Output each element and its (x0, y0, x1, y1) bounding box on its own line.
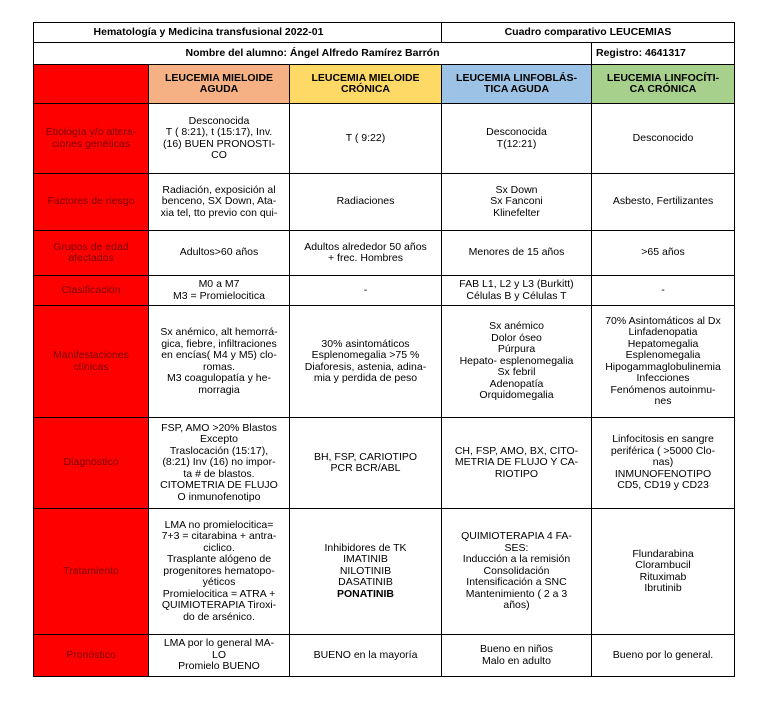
cell-line: T ( 8:21), t (15:17), Inv. (165, 126, 273, 138)
cell-line: romas. (202, 360, 236, 373)
cell-line: Células B y Células T (466, 289, 567, 302)
cell-line: progenitores hematopo- (163, 564, 275, 577)
cell-clasificacion-cll (592, 276, 735, 306)
cell-line: CH, FSP, AMO, BX, CITO- (454, 444, 579, 457)
row-label-line: ciones genéticas (51, 137, 131, 150)
col-header-aml-line: LEUCEMIA MIELOIDE (164, 71, 274, 84)
cell-line: Adultos alrededor 50 años (304, 240, 427, 253)
row-factores (34, 174, 735, 231)
cell-line: (16) BUEN PRONOSTI- (162, 137, 275, 150)
row-label-manifestaciones (34, 306, 149, 418)
cell-line: gica, fiebre, infiltraciones (161, 337, 277, 350)
cell-line: O inmunofenotipo (177, 490, 261, 503)
cell-line: do de arsénico. (183, 610, 255, 623)
cell-line: DASATINIB (338, 576, 393, 589)
row-label-line: Tratamiento (63, 564, 119, 577)
cell-line: 30% asintomáticos (321, 337, 410, 350)
cell-manifestaciones-cll (592, 306, 735, 418)
cell-factores-aml (149, 174, 290, 231)
cell-diagnostico-all (442, 418, 592, 509)
corner-cell (34, 65, 149, 104)
cell-line: Promielocitica = ATRA + (162, 587, 276, 600)
cell-line: Excepto (200, 433, 238, 446)
cell-line: Hepato- esplenomegalia (459, 354, 574, 367)
cell-line: Linfocitosis en sangre (612, 433, 714, 446)
registro: Registro: 4641317 (592, 43, 735, 65)
cell-factores-all (442, 174, 592, 231)
cell-line: Radiaciones (336, 195, 395, 208)
cell-line: FSP, AMO >20% Blastos (161, 421, 277, 434)
cell-line: Hepatomegalia (627, 337, 699, 350)
row-label-line: Diagnóstico (63, 456, 119, 469)
cell-line: morragia (198, 383, 240, 396)
cell-line: Púrpura (497, 343, 536, 356)
cell-line: Orquidomegalia (479, 389, 554, 402)
cell-line: Radiación, exposición al (162, 183, 276, 196)
cell-line: Trasplante alógeno de (166, 553, 272, 566)
cell-diagnostico-aml (149, 418, 290, 509)
cell-line: yéticos (202, 576, 236, 589)
col-header-all-line: LEUCEMIA LINFOBLÁS- (456, 71, 577, 84)
cell-edad-aml (149, 231, 290, 276)
row-label-tratamiento (34, 509, 149, 635)
cell-line: Asbesto, Fertilizantes (612, 195, 714, 208)
cell-pronostico-cml (290, 635, 442, 677)
cell-line: Fenómenos autoinmu- (610, 383, 716, 396)
row-label-line: afectados (68, 252, 114, 264)
cell-clasificacion-aml (149, 276, 290, 306)
cell-line: Bueno por lo general. (612, 648, 714, 661)
cell-line: Desconocida (188, 114, 250, 127)
cell-line: FAB L1, L2 y L3 (Burkitt) (459, 278, 574, 290)
cell-line: CD5, CD19 y CD23 (617, 479, 709, 492)
cell-line: Rituximab (639, 570, 687, 583)
cell-line: Mantenimiento ( 2 a 3 (465, 587, 568, 600)
cell-line: ta # de blastos. (183, 467, 255, 480)
col-header-cll-line: LEUCEMIA LINFOCÍTI- (606, 71, 720, 84)
cell-line: BH, FSP, CARIOTIPO (313, 450, 418, 463)
cell-line: - (661, 283, 665, 296)
cell-line: años) (503, 599, 530, 612)
cell-diagnostico-cll (592, 418, 735, 509)
cell-line: Adenopatía (489, 377, 544, 390)
cell-factores-cll (592, 174, 735, 231)
cell-line: Intensificación a SNC (466, 576, 567, 589)
cell-edad-cll (592, 231, 735, 276)
cell-etiologia-cml (290, 104, 442, 174)
col-header-cml-line: CRÓNICA (341, 83, 390, 95)
cell-line: Sx febril (497, 366, 536, 379)
cell-line: Sx anémico, alt hemorrá- (160, 326, 278, 338)
cell-manifestaciones-all (442, 306, 592, 418)
cell-line: IMATINIB (343, 553, 388, 566)
cell-line: Desconocido (632, 131, 694, 144)
cell-line: BUENO en la mayoría (313, 648, 418, 661)
cell-diagnostico-cml (290, 418, 442, 509)
row-label-line: Clasificación (61, 283, 121, 296)
cell-line: Infecciones (636, 372, 690, 384)
row-label-factores (34, 174, 149, 231)
cell-factores-cml (290, 174, 442, 231)
cell-line: Adultos>60 años (179, 246, 259, 259)
row-label-edad (34, 231, 149, 276)
row-label-line: Etiología y/o altera- (45, 126, 137, 138)
cell-manifestaciones-cml (290, 306, 442, 418)
student-row (34, 43, 735, 65)
row-manifestaciones (34, 306, 735, 418)
cell-line: xia tel, tto previo con qui- (160, 206, 278, 219)
cell-pronostico-cll (592, 635, 735, 677)
cell-line: Hipogammaglobulinemia (605, 360, 721, 373)
course-title: Hematología y Medicina transfusional 2022-01 (34, 23, 442, 43)
row-label-line: clínicas (73, 360, 109, 373)
cell-line: QUIMIOTERAPIA Tiroxi- (161, 599, 277, 612)
row-label-pronostico (34, 635, 149, 677)
cell-tratamiento-all (442, 509, 592, 635)
cell-line: Consolidación (483, 564, 550, 577)
cell-line: M0 a M7 (198, 278, 240, 290)
cell-line: M3 coagulopatía y he- (167, 372, 271, 384)
cell-line-bold: PONATINIB (337, 587, 394, 600)
cell-line: >65 años (641, 246, 685, 259)
cell-line: Traslocación (15:17), (169, 444, 269, 457)
cell-line: mia y perdida de peso (313, 372, 418, 384)
cell-line: Klinefelter (493, 206, 540, 219)
cell-edad-cml (290, 231, 442, 276)
cell-line: Desconocida (486, 126, 547, 138)
cell-line: LMA no promielocitica= (164, 518, 274, 531)
row-etiologia (34, 104, 735, 174)
cell-line: - (363, 283, 368, 296)
cell-line: SES: (504, 541, 529, 554)
cell-line: PCR BCR/ABL (330, 462, 401, 474)
cell-line: ciclico. (203, 541, 235, 554)
row-clasificacion (34, 276, 735, 306)
cell-line: en encías( M4 y M5) clo- (161, 349, 277, 361)
cell-line: Linfadenopatia (628, 326, 698, 338)
cell-line: QUIMIOTERAPIA 4 FA- (461, 530, 572, 543)
cell-line: LO (211, 648, 226, 661)
row-tratamiento (34, 509, 735, 635)
cell-line: Clorambucil (635, 559, 691, 571)
cell-line: M3 = Promielocitica (173, 289, 265, 302)
col-header-cll-line: CA CRÓNICA (629, 83, 697, 95)
cell-edad-all (442, 231, 592, 276)
cell-line: LMA por lo general MA- (163, 637, 275, 650)
cell-line: Menores de 15 años (468, 246, 565, 259)
cell-line: CITOMETRIA DE FLUJO (160, 479, 278, 492)
cell-line: Sx Down (495, 183, 538, 196)
col-header-cll (592, 65, 735, 104)
cell-etiologia-all (442, 104, 592, 174)
cell-clasificacion-all (442, 276, 592, 306)
col-header-aml-line: AGUDA (199, 83, 239, 95)
cell-line: 7+3 = citarabina + antra- (161, 530, 277, 543)
cell-line: Esplenomegalia >75 % (311, 349, 420, 361)
cell-line: Promielo BUENO (178, 660, 260, 673)
row-pronostico (34, 635, 735, 677)
row-diagnostico (34, 418, 735, 509)
row-label-etiologia (34, 104, 149, 174)
cell-line: Esplenomegalia (625, 349, 701, 361)
cell-line: + frec. Hombres (328, 252, 403, 264)
col-header-cml-line: LEUCEMIA MIELOIDE (311, 71, 420, 84)
row-label-line: Pronóstico (66, 648, 116, 661)
cell-line: RIOTIPO (494, 467, 539, 480)
comparison-table (33, 22, 735, 677)
cell-pronostico-all (442, 635, 592, 677)
title-row (34, 23, 735, 43)
col-header-aml (149, 65, 290, 104)
cell-line: METRIA DE FLUJO Y CA- (454, 456, 579, 469)
cell-line: Malo en adulto (482, 654, 551, 667)
cell-line: 70% Asintomáticos al Dx (605, 314, 721, 327)
cell-line: Sx Fanconi (490, 195, 543, 208)
cell-pronostico-aml (149, 635, 290, 677)
cell-clasificacion-cml (290, 276, 442, 306)
cell-line: benceno, SX Down, Ata- (161, 195, 277, 208)
row-label-diagnostico (34, 418, 149, 509)
cell-line: INMUNOFENOTIPO (614, 467, 712, 480)
cell-line: Inhibidores de TK (324, 541, 407, 554)
cell-tratamiento-cll (592, 509, 735, 635)
cell-manifestaciones-aml (149, 306, 290, 418)
cell-line: Dolor óseo (491, 331, 542, 344)
cell-line: Sx anémico (489, 320, 544, 333)
cell-tratamiento-cml (290, 509, 442, 635)
topic-title: Cuadro comparativo LEUCEMIAS (442, 23, 735, 43)
cell-tratamiento-aml (149, 509, 290, 635)
cell-line: CO (211, 149, 227, 161)
column-header-row (34, 65, 735, 104)
cell-line: T(12:21) (496, 137, 537, 150)
col-header-all-line: TICA AGUDA (483, 83, 550, 95)
row-edad (34, 231, 735, 276)
cell-line: Flundarabina (632, 547, 694, 560)
cell-line: T ( 9:22) (345, 131, 386, 144)
col-header-all (442, 65, 592, 104)
cell-etiologia-cll (592, 104, 735, 174)
student-name: Nombre del alumno: Ángel Alfredo Ramírez Barrón (34, 43, 592, 65)
cell-line: NILOTINIB (339, 564, 392, 577)
cell-line: Ibrutinib (644, 582, 682, 594)
row-label-line: Factores de riesgo (47, 195, 135, 208)
cell-line: periférica ( >5000 Clo- (610, 444, 716, 457)
cell-line: Bueno en niños (480, 643, 553, 655)
cell-line: Inducción a la remisión (462, 553, 571, 566)
row-label-line: Grupos de edad (53, 240, 129, 253)
row-label-clasificacion (34, 276, 149, 306)
cell-line: Diaforesis, astenia, adina- (304, 360, 427, 373)
cell-line: nes (654, 395, 672, 407)
cell-line: nas) (652, 456, 674, 469)
col-header-cml (290, 65, 442, 104)
cell-line: (8:21) Inv (16) no impor- (162, 456, 276, 469)
cell-etiologia-aml (149, 104, 290, 174)
row-label-line: Manifestaciones (53, 349, 129, 361)
